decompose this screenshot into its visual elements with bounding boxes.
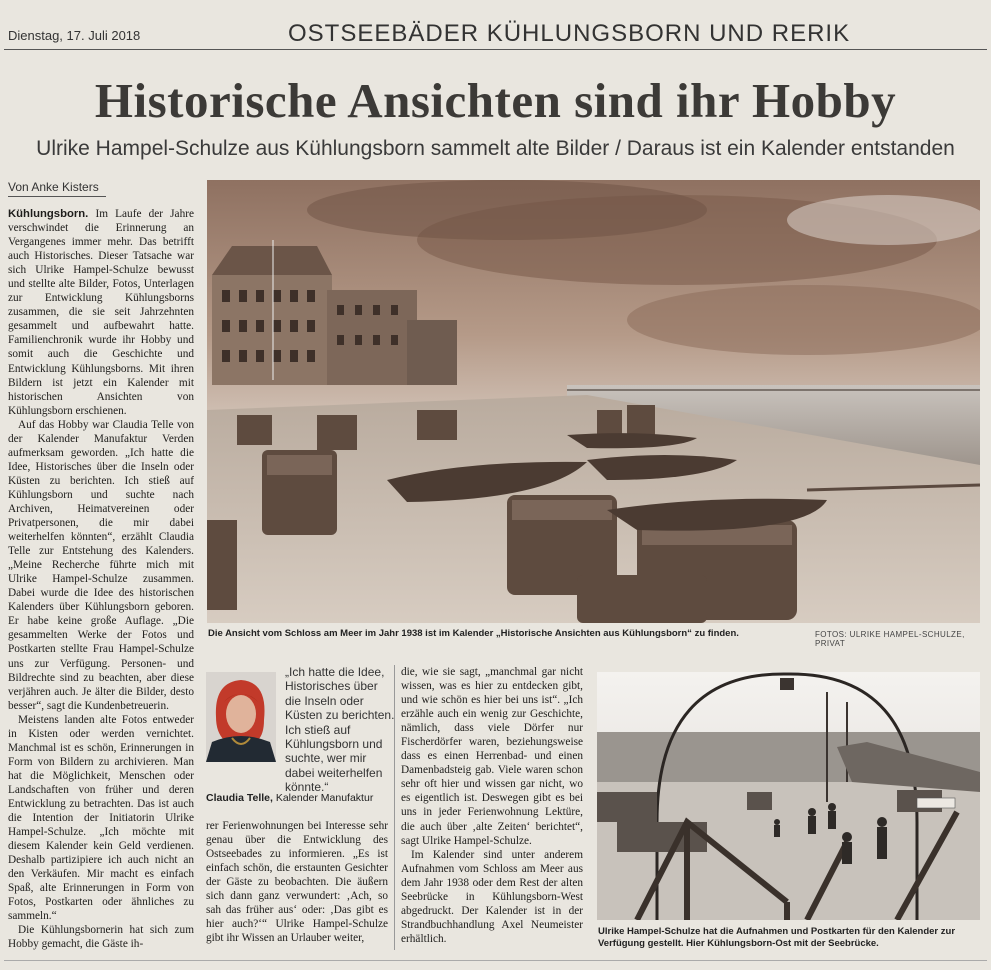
header-rule [4, 49, 987, 50]
article-column-middle [206, 819, 388, 954]
pull-quote: „Ich hatte die Idee, Historisches über die Inseln oder Küsten zu berichten. Ich stieß auf Kühlungsborn und suchte, wer mir dabei weiterhelfen könnte.“ [285, 665, 395, 795]
paragraph-text: Im Laufe der Jahre verschwindet die Erinnerung an Vergangenes immer mehr. Das betrifft auch Historisches. Dieser Tatsache war sich Ulrike Hampel-Schulze bewusst und stellte alte Bilder, Fotos, Unterlagen zur Entwicklung Kühlungsborns zusammen, die sie seit Jahrzehnten gesammelt und aufbewahrt hatte. Familienchronik wurde ihr Hobby und somit auch die Geschichte und Entwicklung Kühlungsborns. Mit ihren Bildern ist jetzt ein Kalender mit historischen Ansichten von Kühlungsborn erschienen. [8, 208, 194, 417]
second-photo [597, 672, 980, 920]
byline: Von Anke Kisters [8, 180, 106, 197]
section-title: OSTSEEBÄDER KÜHLUNGSBORN UND RERIK [288, 20, 851, 47]
paragraph: Die Kühlungsbornerin hat sich zum Hobby gemacht, die Gäste ih- [8, 924, 194, 951]
article-column-right [401, 665, 583, 955]
second-photo-caption: Ulrike Hampel-Schulze hat die Aufnahmen und Postkarten für den Kalender zur Verfügung gestellt. Hier Kühlungsborn-Ost mit der Seebrücke. [598, 926, 956, 949]
column-divider [394, 665, 395, 950]
paragraph: Auf das Hobby war Claudia Telle von der Kalender Manufaktur Verden aufmerksam geworden. „Ich hatte die Idee, Historisches über die Inseln oder Küsten zu berichten. Ich stieß auf Kühlungsborn und suchte nach Archiven, Heimatvereinen oder Privatpersonen, die mir dabei weiterhelfen könnten“, erzählt Claudia Telle zur Entstehung des Kalenders. „Meine Recherche führte mich mit Ulrike Hampel-Schulze zusammen. Dabei wurde die Idee des historischen Kalenders über Kühlungsborn geboren. Er habe keine große Auflage. „Die gesammelten Werke der Fotos und Postkarten stellte Frau Hampel-Schulze uns zur Verfügung. Personen- und Bildrechte sind zu beachten, aber diese verjähren auch. Je älter die Bilder, desto besser“, sagt die Kundenbetreuerin. [8, 418, 194, 712]
photo-credit: FOTOS: ULRIKE HAMPEL-SCHULZE, PRIVAT [815, 630, 965, 648]
dateline: Kühlungsborn. [8, 208, 89, 220]
paragraph [8, 207, 194, 418]
main-photo [207, 180, 980, 623]
article-column-left [8, 207, 194, 952]
paragraph: die, wie sie sagt, „manchmal gar nicht wissen, was es hier zu entdecken gibt, und wie schön es hier bei uns ist“. „Ich erzähle auch ein wenig zur Geschichte, nämlich, dass viele Dörfer nur Fischerdörfer waren, beziehungsweise dass es einen Herrenbad- und einen Damenbadsteig gab. Viele waren schon sehr oft hier und wissen gar nicht, wo es eigentlich ist. Deswegen gibt es bei uns in jeder Ferienwohnung Lektüre, die auch über ‚alte Zeiten‘ berichtet“, sagt Ulrike Hampel-Schulze. [401, 666, 583, 847]
subheadline: Ulrike Hampel-Schulze aus Kühlungsborn sammelt alte Bilder / Daraus ist ein Kalender entstanden [36, 137, 955, 160]
paragraph: Im Kalender sind unter anderem Aufnahmen vom Schloss am Meer aus dem Jahr 1938 oder dem Rest der alten Seebrücke in Kühlungsborn-West abgedruckt. Der Kalender ist in der Strandbuchhandlung Axel Neumeister erhältlich. [401, 848, 583, 945]
quote-attribution [206, 792, 373, 804]
quote-name: Claudia Telle, [206, 792, 273, 804]
bottom-rule [4, 960, 987, 961]
quote-role: Kalender Manufaktur [272, 792, 374, 804]
main-photo-caption: Die Ansicht vom Schloss am Meer im Jahr 1938 ist im Kalender „Historische Ansichten aus Kühlungsborn“ zu finden. [208, 628, 739, 639]
paragraph: Meistens landen alte Fotos entweder in Kisten oder werden vernichtet. Manchmal ist es schön, Erinnerungen in Form von Bildern zu archivieren. Man hat die Möglichkeit, Menschen oder Landschaften von früher und deren Entwicklung zu betrachten. Das ist auch die Intention der Initiatorin Ulrike Hampel-Schulze. „Ich möchte mit diesem Kalender kein Geld verdienen. Deshalb partizipiere ich auch nicht an den Verkäufen. Mir macht es einfach Spaß, alte Erinnerungen in Form von Fotos, Postkarten oder ähnliches zu sammeln.“ [8, 713, 194, 923]
paragraph: rer Ferienwohnungen bei Interesse sehr genau über die Entwicklung des Ostseebades zu informieren. „Es ist einfach schön, die erstaunten Gesichter der Gäste zu beobachten. Die äußern sich dann ganz verwundert: ‚Ach, so sah das früher aus‘ oder: ‚Das gibt es hier auch?‘“ Ulrike Hampel-Schulze gibt ihr Wissen an Urlauber weiter, [206, 820, 388, 945]
headline: Historische Ansichten sind ihr Hobby [94, 73, 897, 128]
issue-date: Dienstag, 17. Juli 2018 [8, 28, 141, 43]
portrait-photo [206, 672, 276, 762]
